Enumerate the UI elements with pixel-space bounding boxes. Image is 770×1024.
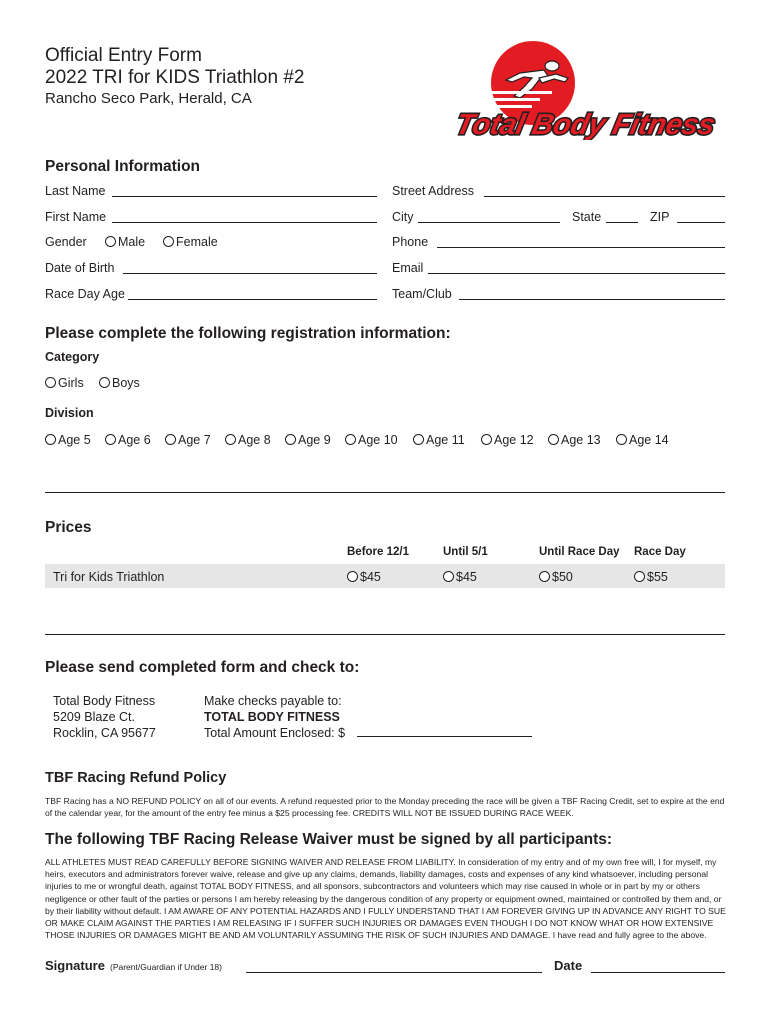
send-heading: Please send completed form and check to: bbox=[45, 659, 360, 676]
state-label: State bbox=[572, 210, 602, 224]
division-option-label: Age 13 bbox=[561, 433, 601, 447]
division-option-label: Age 6 bbox=[118, 433, 151, 447]
radio-icon bbox=[443, 571, 454, 582]
radio-icon bbox=[105, 236, 116, 247]
price-option-race-day[interactable] bbox=[634, 570, 668, 584]
date-field[interactable] bbox=[591, 972, 725, 973]
division-option-label: Age 11 bbox=[426, 433, 465, 447]
mailing-address bbox=[53, 693, 156, 741]
category-girls-option[interactable] bbox=[45, 376, 84, 390]
gender-male-option[interactable] bbox=[105, 235, 145, 249]
division-option-label: Age 8 bbox=[238, 433, 271, 447]
divider bbox=[45, 634, 725, 635]
total-label: Total Amount Enclosed: $ bbox=[204, 726, 346, 740]
payable-label: Make checks payable to: bbox=[204, 694, 342, 708]
dob-label: Date of Birth bbox=[45, 261, 115, 275]
email-field[interactable] bbox=[428, 273, 725, 274]
category-boys-option[interactable] bbox=[99, 376, 140, 390]
event-location: Rancho Seco Park, Herald, CA bbox=[45, 90, 252, 107]
waiver-heading: The following TBF Racing Release Waiver must be signed by all participants: bbox=[45, 831, 613, 848]
dob-field[interactable] bbox=[123, 273, 377, 274]
personal-info-heading: Personal Information bbox=[45, 158, 201, 175]
division-age10-option[interactable] bbox=[345, 433, 398, 447]
price-col-header: Until Race Day bbox=[539, 546, 620, 558]
gender-female-option[interactable] bbox=[163, 235, 218, 249]
price-value: $50 bbox=[552, 570, 573, 584]
radio-icon bbox=[99, 377, 110, 388]
last-name-field[interactable] bbox=[112, 196, 377, 197]
radio-icon bbox=[45, 434, 56, 445]
price-value: $45 bbox=[456, 570, 477, 584]
refund-text: TBF Racing has a NO REFUND POLICY on all of our events. A refund requested prior to the Monday preceding the race will be given a TBF Racing Credit, set to expire at the end of the calendar year, for the amount of the entry fee minus a $25 processing fee. CREDITS WILL NOT BE ISSUED DURING RACE WEEK. bbox=[45, 796, 725, 819]
street-label: Street Address bbox=[392, 184, 474, 198]
waiver-text: ALL ATHLETES MUST READ CAREFULLY BEFORE SIGNING WAIVER AND RELEASE FROM LIABILITY. In consideration of my entry and of my own free will, I for myself, my heirs, executors and administrators forever waive, release and give up any claims, demands, liability damages, costs and expenses of any kind whatsoever, including personal injuries to me or wrongful death, against TOTAL BODY FITNESS, and all sponsors, subcontractors and volunteers which may rise caused in whole or in part by my or others negligence or other fault of the parties or persons I am hereby releasing by the dangerous condition of any property or equipment owned, maintained or controlled by them and, or by their liability without default. I AM AWARE OF ANY POTENTIAL HAZARDS AND I FULLY UNDERSTAND THAT I AM FOREVER GIVING UP IN ADVANCE ANY RIGHT TO SUE OR MAKE CLAIM AGAINST THE PARTIES I AM RELEASING IF I SUFFER SUCH INJURIES OR DAMAGES EVEN THOUGH I DO NOT KNOW WHAT OR HOW EXTENSIVE THOSE INJURIES OR DAMAGES MIGHT BE AND AM VOLUNTARILY ASSUMING THE RISK OF SUCH INJURIES AND DAMAGE. I have read and fully agree to the above. bbox=[45, 857, 726, 941]
registration-heading: Please complete the following registration information: bbox=[45, 325, 451, 342]
address-line: Rocklin, CA 95677 bbox=[53, 726, 156, 740]
form-title: Official Entry Form bbox=[45, 45, 202, 66]
zip-label: ZIP bbox=[650, 210, 670, 224]
divider bbox=[45, 492, 725, 493]
event-title: 2022 TRI for KIDS Triathlon #2 bbox=[45, 67, 305, 88]
radio-icon bbox=[165, 434, 176, 445]
radio-icon bbox=[634, 571, 645, 582]
logo-graphic bbox=[444, 40, 726, 140]
address-line: 5209 Blaze Ct. bbox=[53, 710, 135, 724]
division-option-label: Age 12 bbox=[494, 433, 534, 447]
zip-field[interactable] bbox=[677, 222, 725, 223]
radio-icon bbox=[548, 434, 559, 445]
radio-icon bbox=[285, 434, 296, 445]
price-col-header: Race Day bbox=[634, 546, 686, 558]
price-value: $45 bbox=[360, 570, 381, 584]
division-age13-option[interactable] bbox=[548, 433, 601, 447]
city-label: City bbox=[392, 210, 414, 224]
radio-icon bbox=[481, 434, 492, 445]
street-field[interactable] bbox=[484, 196, 725, 197]
team-field[interactable] bbox=[459, 299, 725, 300]
state-field[interactable] bbox=[606, 222, 638, 223]
division-option-label: Age 5 bbox=[58, 433, 91, 447]
city-field[interactable] bbox=[418, 222, 560, 223]
total-body-fitness-logo bbox=[444, 40, 726, 140]
radio-icon bbox=[225, 434, 236, 445]
radio-icon bbox=[539, 571, 550, 582]
signature-field[interactable] bbox=[246, 972, 542, 973]
signature-label: Signature bbox=[45, 958, 105, 973]
price-option-until-race-day[interactable] bbox=[539, 570, 573, 584]
girls-label: Girls bbox=[58, 376, 84, 390]
team-label: Team/Club bbox=[392, 287, 452, 301]
division-label: Division bbox=[45, 406, 94, 420]
payment-info bbox=[204, 693, 345, 741]
date-label: Date bbox=[554, 958, 583, 973]
first-name-label: First Name bbox=[45, 210, 107, 224]
division-age12-option[interactable] bbox=[481, 433, 534, 447]
race-day-age-label: Race Day Age bbox=[45, 287, 125, 301]
price-event-label: Tri for Kids Triathlon bbox=[53, 570, 165, 584]
division-age7-option[interactable] bbox=[165, 433, 211, 447]
female-label: Female bbox=[176, 235, 218, 249]
radio-icon bbox=[163, 236, 174, 247]
radio-icon bbox=[105, 434, 116, 445]
boys-label: Boys bbox=[112, 376, 140, 390]
prices-heading: Prices bbox=[45, 519, 92, 536]
price-col-header: Until 5/1 bbox=[443, 546, 488, 558]
payable-to: TOTAL BODY FITNESS bbox=[204, 710, 340, 724]
phone-label: Phone bbox=[392, 235, 429, 249]
radio-icon bbox=[345, 434, 356, 445]
first-name-field[interactable] bbox=[112, 222, 377, 223]
radio-icon bbox=[413, 434, 424, 445]
division-age9-option[interactable] bbox=[285, 433, 331, 447]
phone-field[interactable] bbox=[437, 247, 725, 248]
last-name-label: Last Name bbox=[45, 184, 106, 198]
category-label: Category bbox=[45, 350, 100, 364]
price-option-before-12-1[interactable] bbox=[347, 570, 381, 584]
email-label: Email bbox=[392, 261, 424, 275]
male-label: Male bbox=[118, 235, 146, 249]
division-age14-option[interactable] bbox=[616, 433, 669, 447]
address-line: Total Body Fitness bbox=[53, 694, 156, 708]
division-option-label: Age 14 bbox=[629, 433, 669, 447]
division-age8-option[interactable] bbox=[225, 433, 271, 447]
division-option-label: Age 7 bbox=[178, 433, 211, 447]
division-age6-option[interactable] bbox=[105, 433, 151, 447]
price-value: $55 bbox=[647, 570, 668, 584]
price-option-until-5-1[interactable] bbox=[443, 570, 477, 584]
division-age11-option[interactable] bbox=[413, 433, 465, 447]
logo-wordmark: Total Body Fitness bbox=[452, 108, 719, 140]
signature-note: (Parent/Guardian if Under 18) bbox=[110, 962, 222, 972]
division-age5-option[interactable] bbox=[45, 433, 91, 447]
division-option-label: Age 10 bbox=[358, 433, 398, 447]
radio-icon bbox=[45, 377, 56, 388]
radio-icon bbox=[347, 571, 358, 582]
radio-icon bbox=[616, 434, 627, 445]
price-col-header: Before 12/1 bbox=[347, 546, 410, 558]
refund-heading: TBF Racing Refund Policy bbox=[45, 770, 227, 786]
division-option-label: Age 9 bbox=[298, 433, 331, 447]
total-amount-field[interactable] bbox=[357, 736, 532, 737]
gender-label: Gender bbox=[45, 235, 87, 249]
race-day-age-field[interactable] bbox=[128, 299, 377, 300]
